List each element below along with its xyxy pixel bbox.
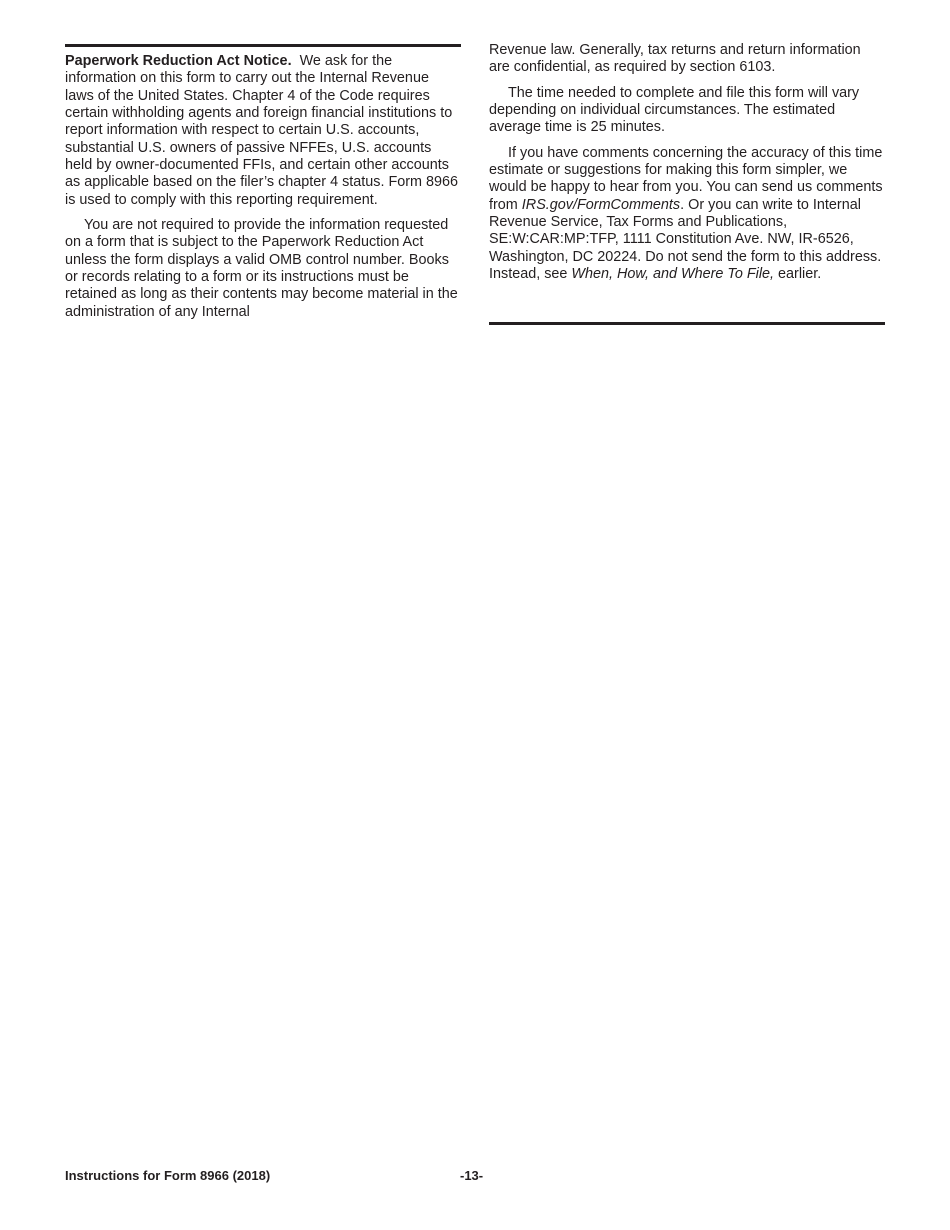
when-how-where-reference: When, How, and Where To File,: [571, 266, 775, 283]
paperwork-notice-body: We ask for the information on this form to carry out the Internal Revenue laws of the United States. Chapter 4 of the Code requires certain withholding agents and foreign financial institutions to report information with respect to certain U.S. accounts, substantial U.S. owners of passive NFFEs, U.S. accounts held by owner-documented FFIs, and certain other accounts as applicable based on the filer’s chapter 4 status. Form 8966 is used to comply with this reporting requirement.: [65, 53, 459, 208]
form-comments-link[interactable]: IRS.gov/FormComments: [521, 196, 681, 213]
paperwork-notice-paragraph: [65, 53, 461, 209]
comments-paragraph: [489, 145, 885, 284]
comments-text-b: . Or you can write to Internal Revenue Service, Tax Forms and Publications, SE:W:CAR:MP:TFP, 1111 Constitution Ave. NW, IR-6526, Washington, DC 20224. Do not send the form to this address. Instead, see: [489, 196, 882, 283]
paperwork-notice-heading: Paperwork Reduction Act Notice.: [65, 53, 292, 69]
confidentiality-paragraph: Revenue law. Generally, tax returns and return information are confidential, as required by section 6103.: [489, 42, 861, 76]
footer-form-title: Instructions for Form 8966 (2018): [65, 1168, 271, 1183]
time-estimate-paragraph: The time needed to complete and file this form will vary depending on individual circumstances. The estimated average time is 25 minutes.: [489, 84, 860, 136]
right-column-end-rule: [489, 322, 885, 325]
right-column: [489, 42, 885, 291]
footer-page-number: -13-: [460, 1168, 484, 1183]
omb-paragraph: You are not required to provide the information requested on a form that is subject to the Paperwork Reduction Act unless the form displays a valid OMB control number. Books or records relating to a form or its instructions must be retained as long as their contents may become material in the administration of any Internal: [65, 217, 458, 320]
comments-text-c: earlier.: [778, 266, 822, 283]
left-column: [65, 44, 461, 329]
comments-text-a: If you have comments concerning the accuracy of this time estimate or suggestions for making this form simpler, we would be happy to hear from you. You can send us comments from: [489, 144, 883, 213]
